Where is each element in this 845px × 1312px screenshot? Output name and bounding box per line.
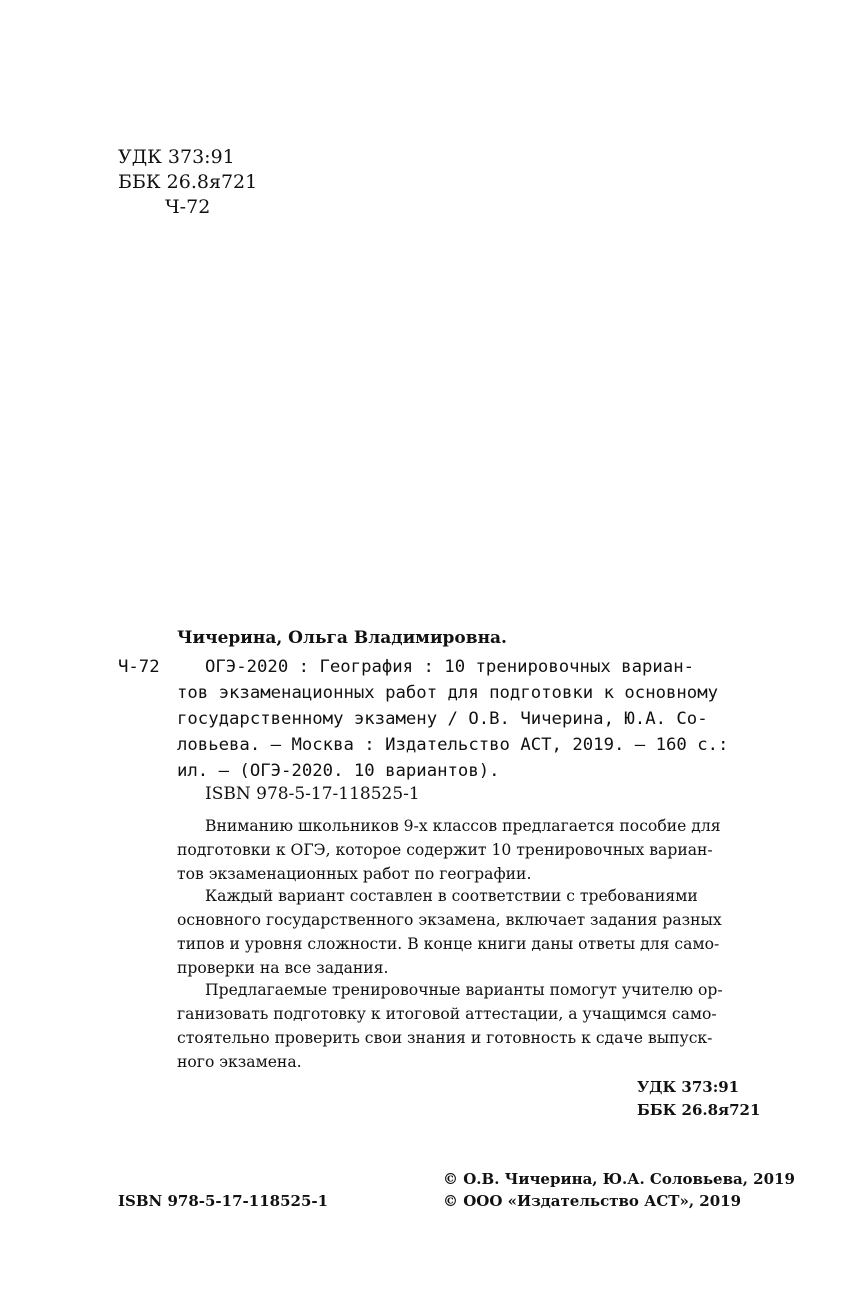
author-mark: Ч-72 — [118, 657, 160, 677]
description-line: государственному экзамену / О.В. Чичерина, Ю.А. Со- — [177, 709, 708, 729]
abstract-line: тов экзаменационных работ по географии. — [177, 865, 532, 883]
bbk-top: ББК 26.8я721 — [118, 171, 258, 193]
abstract-line: подготовки к ОГЭ, которое содержит 10 тренировочных вариан- — [177, 841, 713, 859]
bbk-bottom: ББК 26.8я721 — [637, 1101, 761, 1119]
description-line: ловьева. — Москва : Издательство АСТ, 2019. — 160 с.: — [177, 735, 729, 755]
description-line: тов экзаменационных работ для подготовки к основному — [177, 683, 719, 703]
description-line: ОГЭ-2020 : География : 10 тренировочных вариан- — [205, 657, 694, 677]
copyright-author: © О.В. Чичерина, Ю.А. Соловьева, 2019 — [443, 1170, 795, 1188]
copyright-publisher: © ООО «Издательство АСТ», 2019 — [443, 1192, 742, 1210]
abstract-line: проверки на все задания. — [177, 959, 389, 977]
abstract-line: типов и уровня сложности. В конце книги даны ответы для само- — [177, 935, 720, 953]
abstract-paragraph-3 — [177, 978, 723, 1074]
udk-bottom: УДК 373:91 — [637, 1078, 740, 1096]
udk-top: УДК 373:91 — [118, 146, 235, 168]
abstract-line: Каждый вариант составлен в соответствии с требованиями — [205, 887, 698, 905]
abstract-line: Предлагаемые тренировочные варианты помогут учителю ор- — [205, 981, 723, 999]
abstract-paragraph-2 — [177, 884, 722, 980]
abstract-line: основного государственного экзамена, включает задания разных — [177, 911, 722, 929]
abstract-line: Вниманию школьников 9-х классов предлагается пособие для — [205, 817, 721, 835]
abstract-line: ного экзамена. — [177, 1053, 302, 1071]
bibliographic-description-continued — [177, 680, 728, 784]
abstract-line: ганизовать подготовку к итоговой аттестации, а учащимся само- — [177, 1005, 717, 1023]
bibliographic-description — [205, 654, 694, 680]
description-line: ил. — (ОГЭ-2020. 10 вариантов). — [177, 761, 500, 781]
abstract-line: стоятельно проверить свои знания и готовность к сдаче выпуск- — [177, 1029, 713, 1047]
isbn-line: ISBN 978-5-17-118525-1 — [205, 784, 420, 804]
isbn-bottom: ISBN 978-5-17-118525-1 — [118, 1192, 329, 1210]
author-mark-top: Ч-72 — [165, 196, 211, 218]
abstract-paragraph-1 — [177, 814, 721, 886]
author-heading: Чичерина, Ольга Владимировна. — [177, 628, 507, 648]
